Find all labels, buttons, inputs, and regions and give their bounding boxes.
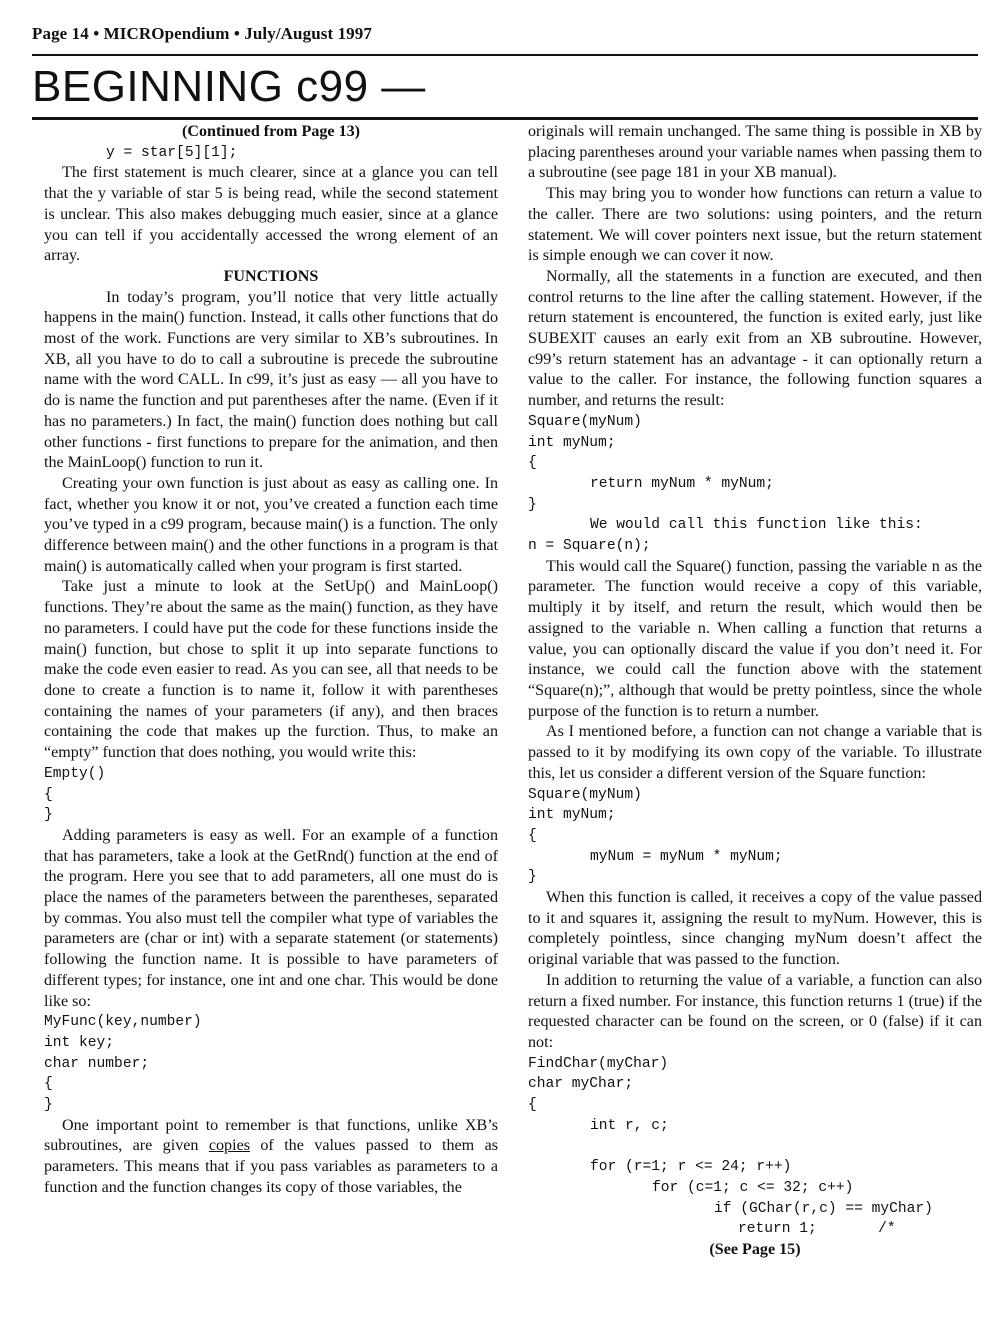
code-line: Empty() [44, 765, 106, 782]
code-line: myNum = myNum * myNum; [590, 848, 783, 865]
running-head: Page 14 • MICROpendium • July/August 1997 [32, 24, 372, 43]
code-line: } [44, 807, 53, 824]
code-line: { [528, 455, 537, 472]
code-line: { [528, 1097, 537, 1114]
code-line: int myNum; [528, 807, 616, 824]
left-column [44, 122, 498, 1199]
code-line: MyFunc(key,number) [44, 1014, 202, 1031]
code-line: } [528, 869, 537, 886]
code-line: n = Square(n); [528, 538, 651, 555]
code-line: if (GChar(r,c) == myChar) [714, 1200, 933, 1217]
paragraph: Normally, all the statements in a function are executed, and then control returns to the line after the calling statement. However, if the return statement is encountered, the function is exited early, just like SUBEXIT causes an early exit from an XB subroutine. However, c99’s return statement has an advantage - it can optionally return a value to the caller. For instance, the following function squares a number, and returns the result: [528, 267, 982, 410]
paragraph: When this function is called, it receives a copy of the value passed to it and squares it, assigning the result to myNum. However, this is completely pointless, since changing myNum doesn’t affect the original variable that was passed to the function. [528, 889, 982, 969]
code-line: int key; [44, 1034, 115, 1051]
code-line: char myChar; [528, 1076, 634, 1093]
code-line: Square(myNum) [528, 786, 642, 803]
blank-line [528, 1136, 982, 1157]
code-line: char number; [44, 1055, 150, 1072]
section-heading: FUNCTIONS [223, 267, 319, 285]
code-line: We would call this function like this: [590, 517, 923, 534]
paragraph: In today’s program, you’ll notice that very little actually happens in the main() function. Instead, it calls other functions that do most of the work. Functions are very similar to XB’s subroutines. In XB, all you have to do to call a subroutine is precede the subroutine name with the word CALL. In c99, it’s just as easy — all you have to do is name the function and put parentheses after the name. (Even if it has no parameters.) In fact, the main() function does nothing but call other functions - first functions to prepare for the animation, and then the MainLoop() function to run it. [44, 288, 498, 472]
paragraph: originals will remain unchanged. The same thing is possible in XB by placing parentheses around your variable names when passing them to a subroutine (see page 181 in your XB manual). [528, 123, 982, 182]
code-line: for (c=1; c <= 32; c++) [652, 1179, 854, 1196]
paragraph: Take just a minute to look at the SetUp() and MainLoop() functions. They’re about the same as the main() function, as they have no parameters. I could have put the code for these functions inside the main() function, but chose to split it up into separate functions to make the code even easier to read. As you can see, all that needs to be done to create a function is to name it, follow it with parentheses containing the names of your parameters (if any), and then braces containing the code that makes up the furction. Thus, to make an “empty” function that does nothing, you would write this: [44, 578, 498, 762]
code-line: { [528, 827, 537, 844]
code-line: return 1; /* [738, 1221, 896, 1238]
code-line: return myNum * myNum; [590, 475, 774, 492]
article-title: BEGINNING c99 — [32, 62, 426, 111]
title-rule [32, 117, 978, 120]
header-rule [32, 54, 978, 56]
paragraph: This would call the Square() function, passing the variable n as the parameter. The function would receive a copy of this variable, multiply it by itself, and return the result, which would then be assigned to the variable n. When calling a function that returns a value, you can optionally discard the value if you don’t need it. For instance, we could call the function above with the statement “Square(n);”, although that would be pretty pointless, since the whole purpose of the function is to return a number. [528, 557, 982, 720]
code-line: for (r=1; r <= 24; r++) [590, 1159, 792, 1176]
continued-label: (See Page 15) [709, 1240, 801, 1258]
paragraph: Creating your own function is just about as easy as calling one. In fact, whether you know it or not, you’ve created a function each time you’ve typed in a c99 program, because main() is a function. The only difference between main() and the other functions in a program is that main() is automatically called when your program is first started. [44, 474, 498, 575]
code-line: FindChar(myChar) [528, 1055, 669, 1072]
code-line: int myNum; [528, 434, 616, 451]
code-line: int r, c; [590, 1117, 669, 1134]
underlined-word: copies [208, 1137, 250, 1155]
code-line: Square(myNum) [528, 413, 642, 430]
code-line: { [44, 1076, 53, 1093]
paragraph: Adding parameters is easy as well. For an example of a function that has parameters, take a look at the GetRnd() function at the end of the program. Here you see that to add parameters, all one must do is place the names of the parameters between the parentheses, separated by commas. You also must tell the compiler what type of variables the parameters are (char or int) with a separate statement (or statements) following the function name. It is possible to have parameters of different types; for instance, one int and one char. This would be done like so: [44, 826, 498, 1010]
code-line: { [44, 786, 53, 803]
code-line: y = star[5][1]; [106, 144, 238, 161]
code-line: } [528, 496, 537, 513]
paragraph: As I mentioned before, a function can not change a variable that is passed to it by modifying its own copy of the variable. To illustrate this, let us consider a different version of the Square function: [528, 723, 982, 782]
paragraph: The first statement is much clearer, since at a glance you can tell that the y variable of star 5 is being read, while the second statement is unclear. This also makes debugging much easier, since at a glance you can tell if you accidentally accessed the wrong element of an array. [44, 164, 498, 265]
continued-label: (Continued from Page 13) [181, 123, 361, 140]
paragraph [44, 1116, 498, 1199]
right-column [528, 122, 982, 1261]
text-run: of the values passed to them as parameters. This means that if you pass variables as parameters to a function and the function changes its copy of those variables, the [44, 1137, 499, 1196]
paragraph: In addition to returning the value of a variable, a function can also return a fixed number. For instance, this function returns 1 (true) if the requested character can be found on the screen, or 0 (false) if it can not: [528, 971, 982, 1051]
paragraph: This may bring you to wonder how functions can return a value to the caller. There are two solutions: using pointers, and the return statement. We will cover pointers next issue, but the return statement is simple enough we can cover it now. [528, 185, 982, 265]
code-line: } [44, 1097, 53, 1114]
text-run: One important point to remember is that functions, unlike XB’s subroutines, are given [44, 1116, 498, 1155]
